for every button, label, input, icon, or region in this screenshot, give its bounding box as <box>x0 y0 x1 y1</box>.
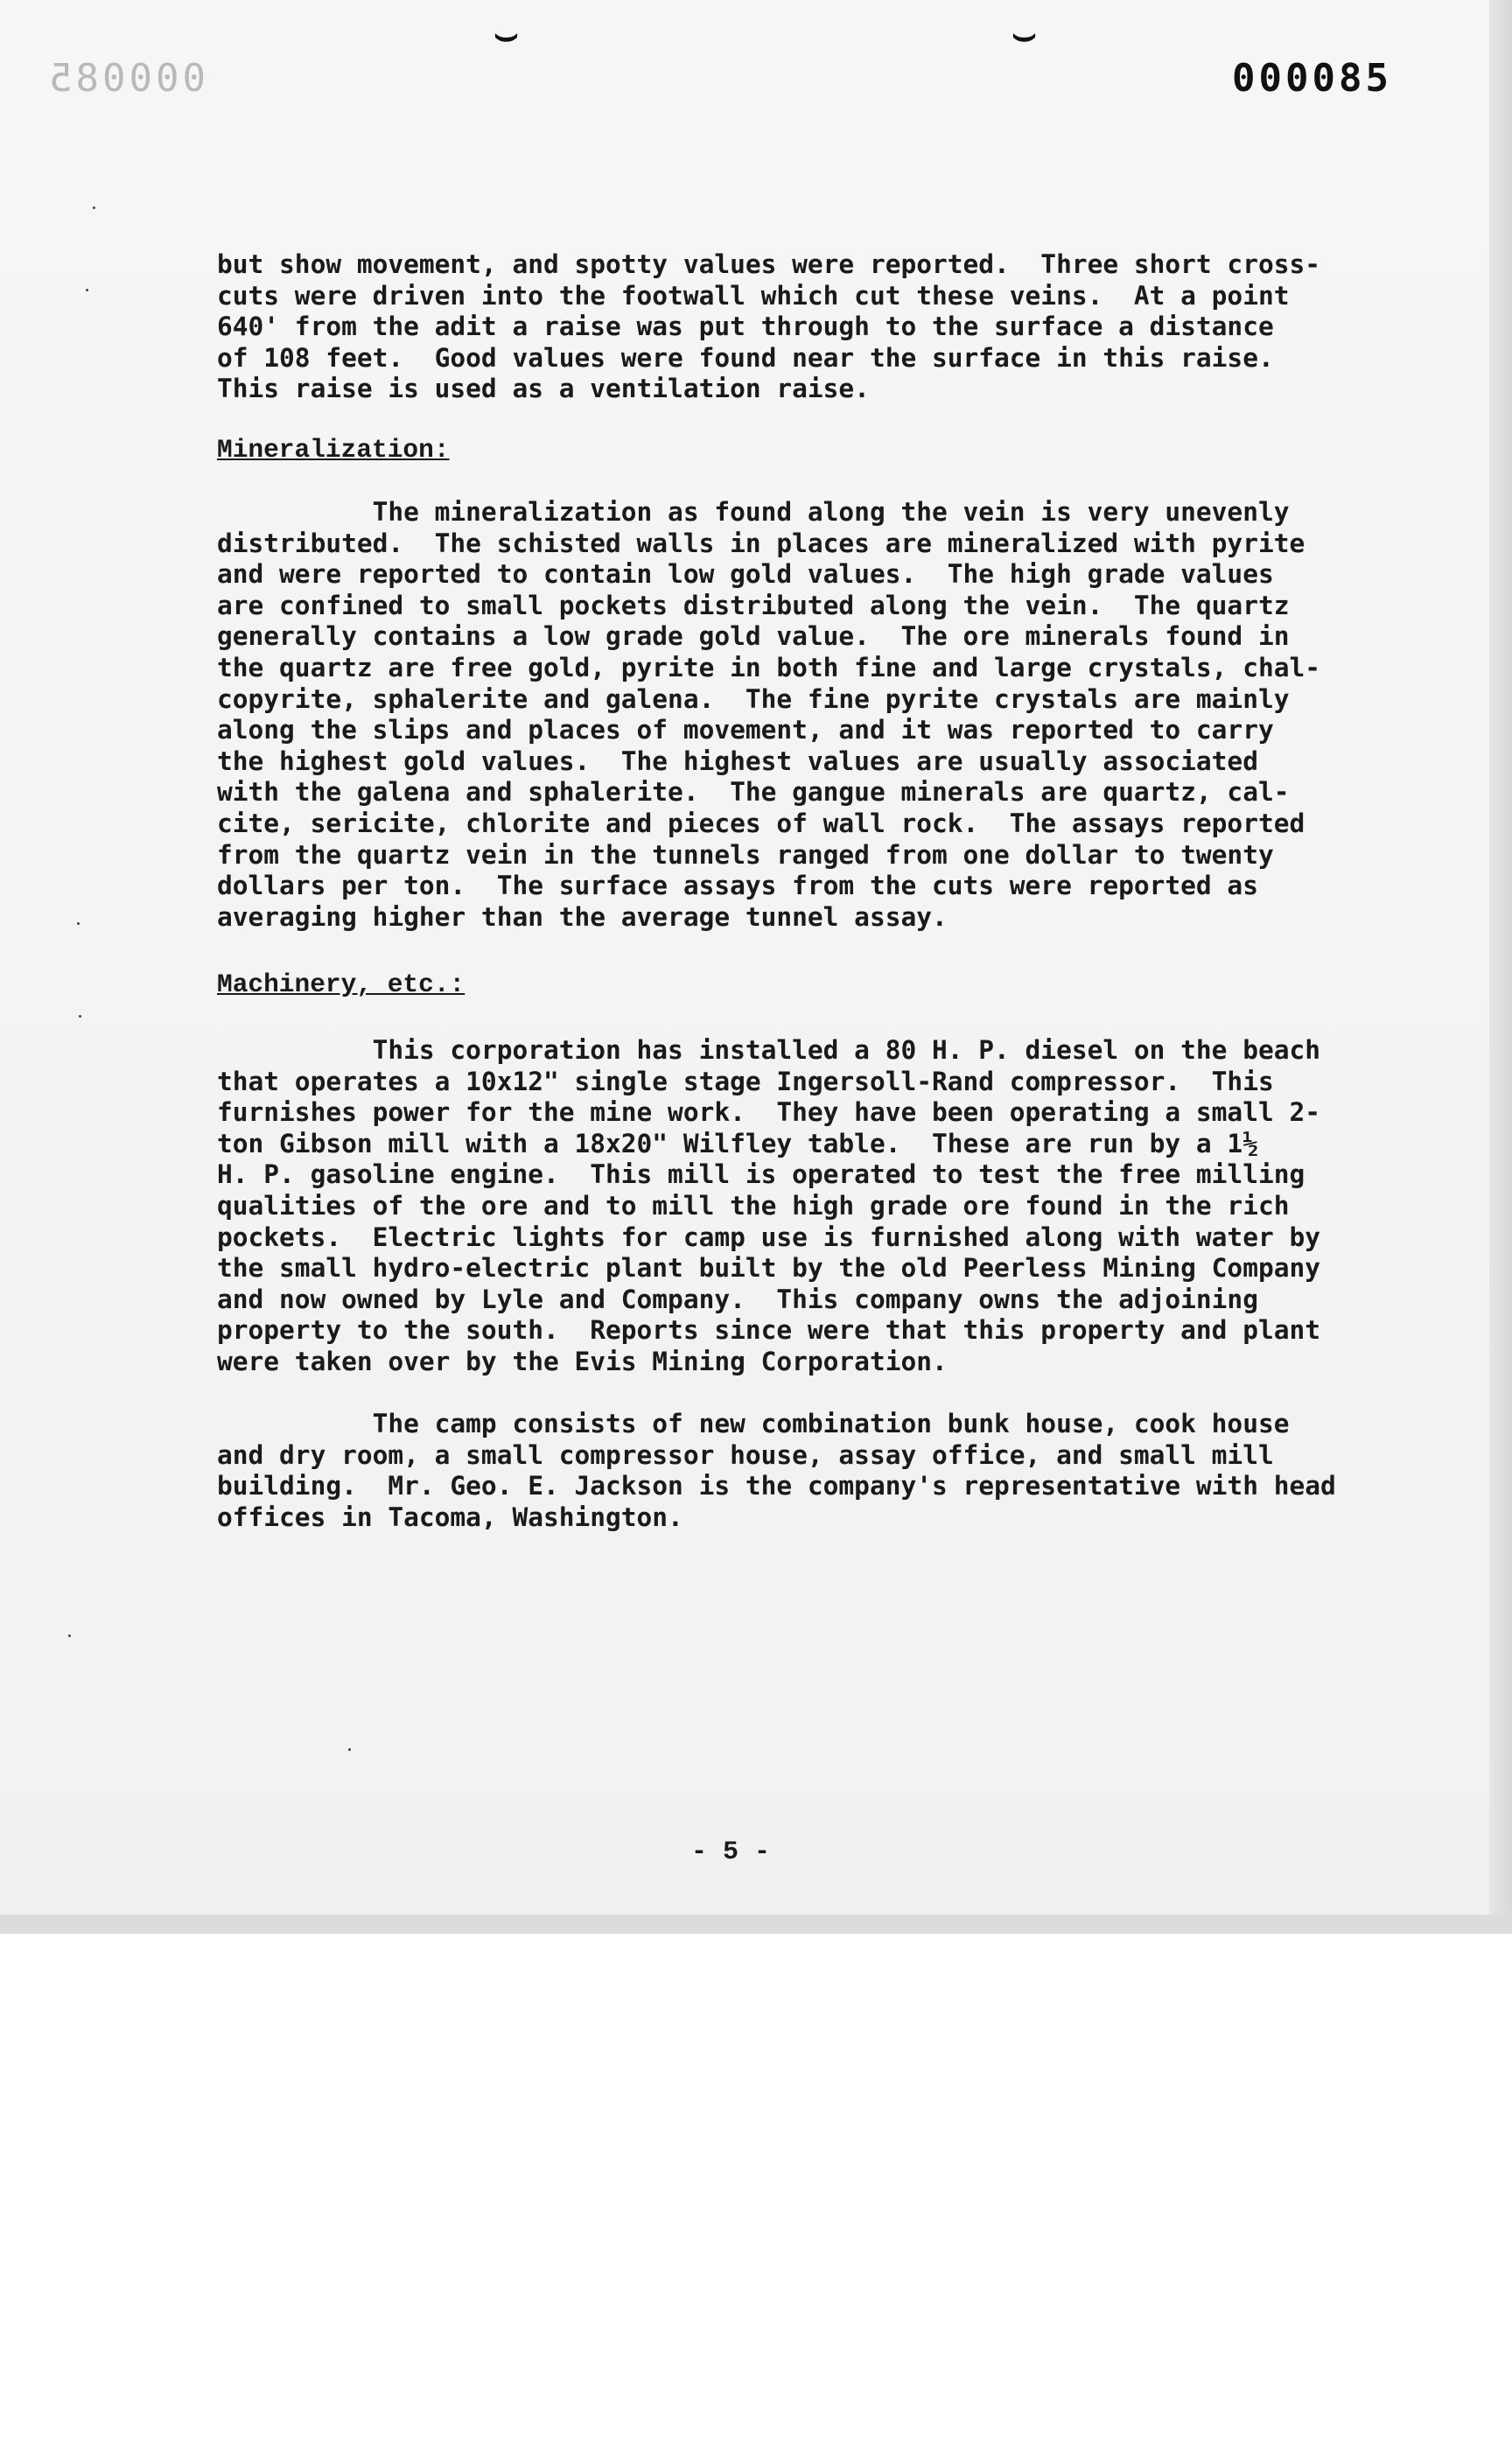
scan-speck <box>68 1634 71 1637</box>
page-number: - 5 - <box>691 1838 771 1867</box>
heading-machinery: Machinery, etc.: <box>217 970 466 999</box>
page-bottom-edge <box>0 1914 1512 1934</box>
paragraph-mineralization: The mineralization as found along the vein is very unevenly distributed. The schisted walls in places are mineralized with pyrite and were reported to contain low gold values. The high grade values are confined to small pockets distributed along the vein. The quartz generally contains a low grade gold value. The ore minerals found in the quartz are free gold, pyrite in both fine and large crystals, chal- copyrite, sphalerite and galena. The fine pyrite crystals are mainly along the slips and places of movement, and it was reported to carry the highest gold values. The highest values are usually associated with the galena and sphalerite. The gangue minerals are quartz, cal- cite, sericite, chlorite and pieces of wall rock. The assays reported from the quartz vein in the tunnels ranged from one dollar to twenty dollars per ton. The surface assays from the cuts were reported as averaging higher than the average tunnel assay. <box>217 497 1320 932</box>
paragraph-camp: The camp consists of new combination bunk house, cook house and dry room, a small compressor house, assay office, and small mill building. Mr. Geo. E. Jackson is the company's representative with head offices in Tacoma, Washington. <box>217 1409 1336 1532</box>
page-edge-shadow <box>1489 0 1512 1934</box>
scan-speck <box>79 1015 81 1018</box>
heading-mineralization: Mineralization: <box>217 435 450 465</box>
check-mark-left: ⌣ <box>494 12 519 57</box>
check-mark-right: ⌣ <box>1012 12 1037 57</box>
bleed-through-number: 000085 <box>46 56 206 101</box>
document-number: 000085 <box>1232 56 1392 101</box>
scan-speck <box>86 289 88 291</box>
scan-speck <box>77 922 80 925</box>
paragraph-raise: but show movement, and spotty values were reported. Three short cross- cuts were driven into the footwall which cut these veins. At a point 640' from the adit a raise was put through to the surface a distance of 108 feet. Good values were found near the surface in this raise. This raise is used as a ventilation raise. <box>217 249 1320 404</box>
scan-speck <box>348 1748 351 1751</box>
scan-speck <box>93 206 95 209</box>
paragraph-machinery: This corporation has installed a 80 H. P. diesel on the beach that operates a 10x12" single stage Ingersoll-Rand compressor. This furnishes power for the mine work. They have been operating a small 2- ton Gibson mill with a 18x20" Wilfley table. These are run by a 1½ H. P. gasoline engine. This mill is operated to test the free milling qualities of the ore and to mill the high grade ore found in the rich pockets. Electric lights for camp use is furnished along with water by the small hydro-electric plant built by the old Peerless Mining Company and now owned by Lyle and Company. This company owns the adjoining property to the south. Reports since were that this property and plant were taken over by the Evis Mining Corporation. <box>217 1035 1320 1376</box>
